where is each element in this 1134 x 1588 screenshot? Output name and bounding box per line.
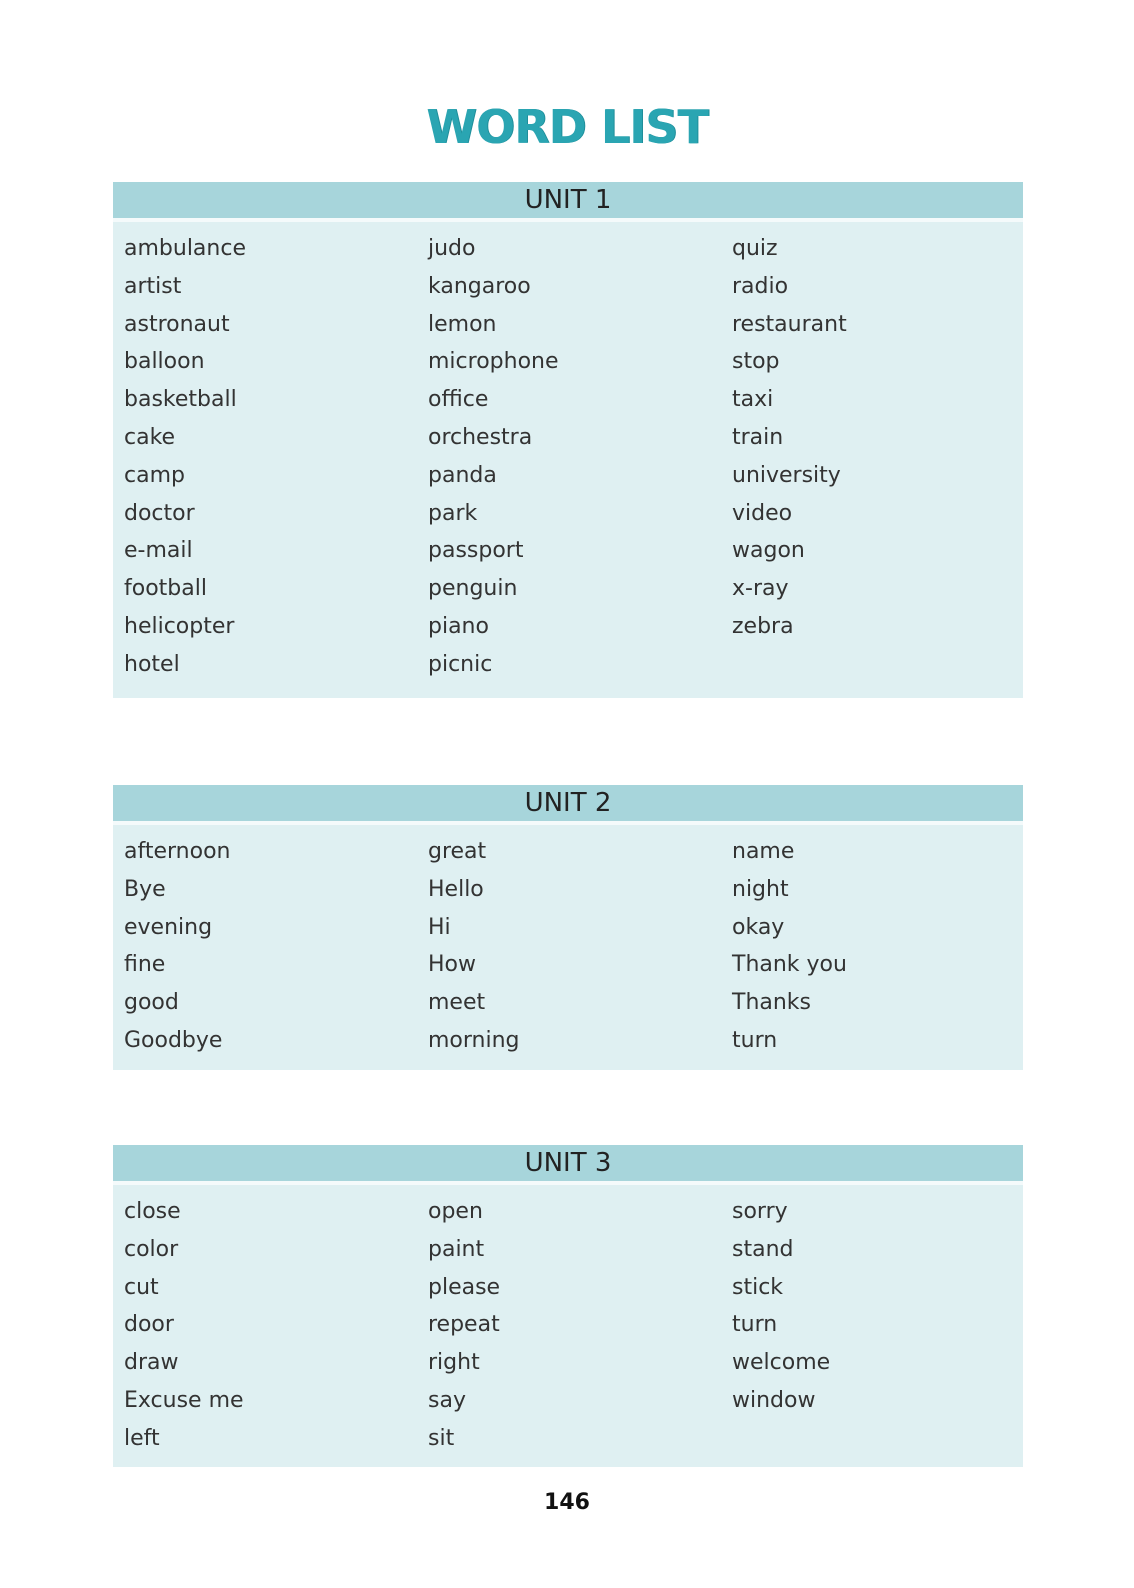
word-item: quiz — [732, 236, 778, 261]
word-column — [428, 833, 520, 1060]
word-item: cut — [124, 1274, 159, 1300]
word-item: turn — [732, 1312, 778, 1338]
word-item: lemon — [428, 311, 497, 337]
word-item: balloon — [124, 349, 205, 375]
word-item: door — [124, 1312, 174, 1338]
word-item: radio — [732, 273, 789, 299]
word-item: hotel — [124, 651, 180, 677]
word-item: draw — [124, 1350, 179, 1376]
word-item: judo — [428, 236, 476, 261]
word-item: sorry — [732, 1199, 788, 1224]
word-item: picnic — [428, 651, 493, 677]
word-item: cake — [124, 424, 176, 450]
word-item: stick — [732, 1274, 784, 1300]
unit-2-section — [113, 785, 1023, 1070]
word-item: welcome — [732, 1350, 831, 1376]
word-item: okay — [732, 914, 785, 940]
word-item: color — [124, 1236, 179, 1262]
word-item: university — [732, 462, 841, 488]
word-item: evening — [124, 914, 213, 940]
word-column — [124, 1193, 244, 1458]
word-item: please — [428, 1274, 501, 1300]
word-item: basketball — [124, 387, 237, 413]
page-number: 146 — [544, 1490, 590, 1515]
word-item: meet — [428, 990, 486, 1016]
unit-header: UNIT 1 — [113, 182, 1023, 222]
word-item: restaurant — [732, 311, 847, 337]
word-item: stop — [732, 349, 780, 375]
word-item: wagon — [732, 538, 805, 564]
word-item: panda — [428, 462, 497, 488]
word-item: orchestra — [428, 424, 533, 450]
word-item: say — [428, 1387, 466, 1413]
word-item: camp — [124, 462, 185, 488]
word-item: astronaut — [124, 311, 230, 337]
word-item: Bye — [124, 876, 166, 902]
word-item: Excuse me — [124, 1387, 244, 1413]
word-column — [732, 833, 847, 1060]
word-table — [113, 1185, 1023, 1467]
word-item: repeat — [428, 1312, 500, 1338]
word-table — [113, 825, 1023, 1070]
word-item: close — [124, 1199, 181, 1224]
word-item: train — [732, 424, 784, 450]
word-item: x-ray — [732, 576, 789, 602]
word-item: open — [428, 1199, 483, 1224]
word-item: paint — [428, 1236, 485, 1262]
word-item: taxi — [732, 387, 774, 413]
word-item: Goodbye — [124, 1027, 223, 1053]
unit-header: UNIT 2 — [113, 785, 1023, 825]
word-item: artist — [124, 273, 182, 299]
word-column — [732, 1193, 830, 1420]
word-item: morning — [428, 1027, 520, 1053]
word-column — [124, 833, 230, 1060]
word-item: name — [732, 839, 795, 864]
word-item: sit — [428, 1425, 455, 1451]
word-item: Hi — [428, 914, 451, 940]
word-item: zebra — [732, 613, 794, 639]
word-item: passport — [428, 538, 524, 564]
word-item: park — [428, 500, 478, 526]
word-item: kangaroo — [428, 273, 531, 299]
word-item: How — [428, 952, 476, 978]
word-item: ambulance — [124, 236, 246, 261]
word-item: helicopter — [124, 613, 235, 639]
word-item: left — [124, 1425, 160, 1451]
unit-header: UNIT 3 — [113, 1145, 1023, 1185]
word-item: Thank you — [732, 952, 847, 978]
word-column — [732, 230, 847, 646]
unit-1-section — [113, 182, 1023, 698]
word-column — [428, 1193, 500, 1458]
word-item: good — [124, 990, 179, 1016]
unit-3-section — [113, 1145, 1023, 1467]
word-item: right — [428, 1350, 480, 1376]
word-item: video — [732, 500, 793, 526]
word-item: night — [732, 876, 789, 902]
word-item: e-mail — [124, 538, 193, 564]
word-column — [428, 230, 559, 684]
page-title: WORD LIST — [426, 100, 708, 154]
word-table — [113, 222, 1023, 698]
word-item: piano — [428, 613, 489, 639]
word-item: window — [732, 1387, 816, 1413]
word-item: microphone — [428, 349, 559, 375]
word-item: Hello — [428, 876, 484, 902]
word-item: football — [124, 576, 207, 602]
word-item: office — [428, 387, 489, 413]
word-item: fine — [124, 952, 166, 978]
word-column — [124, 230, 246, 684]
word-item: stand — [732, 1236, 794, 1262]
word-item: great — [428, 839, 487, 864]
word-item: penguin — [428, 576, 518, 602]
word-item: turn — [732, 1027, 778, 1053]
word-item: afternoon — [124, 839, 231, 864]
word-item: Thanks — [732, 990, 812, 1016]
word-item: doctor — [124, 500, 195, 526]
